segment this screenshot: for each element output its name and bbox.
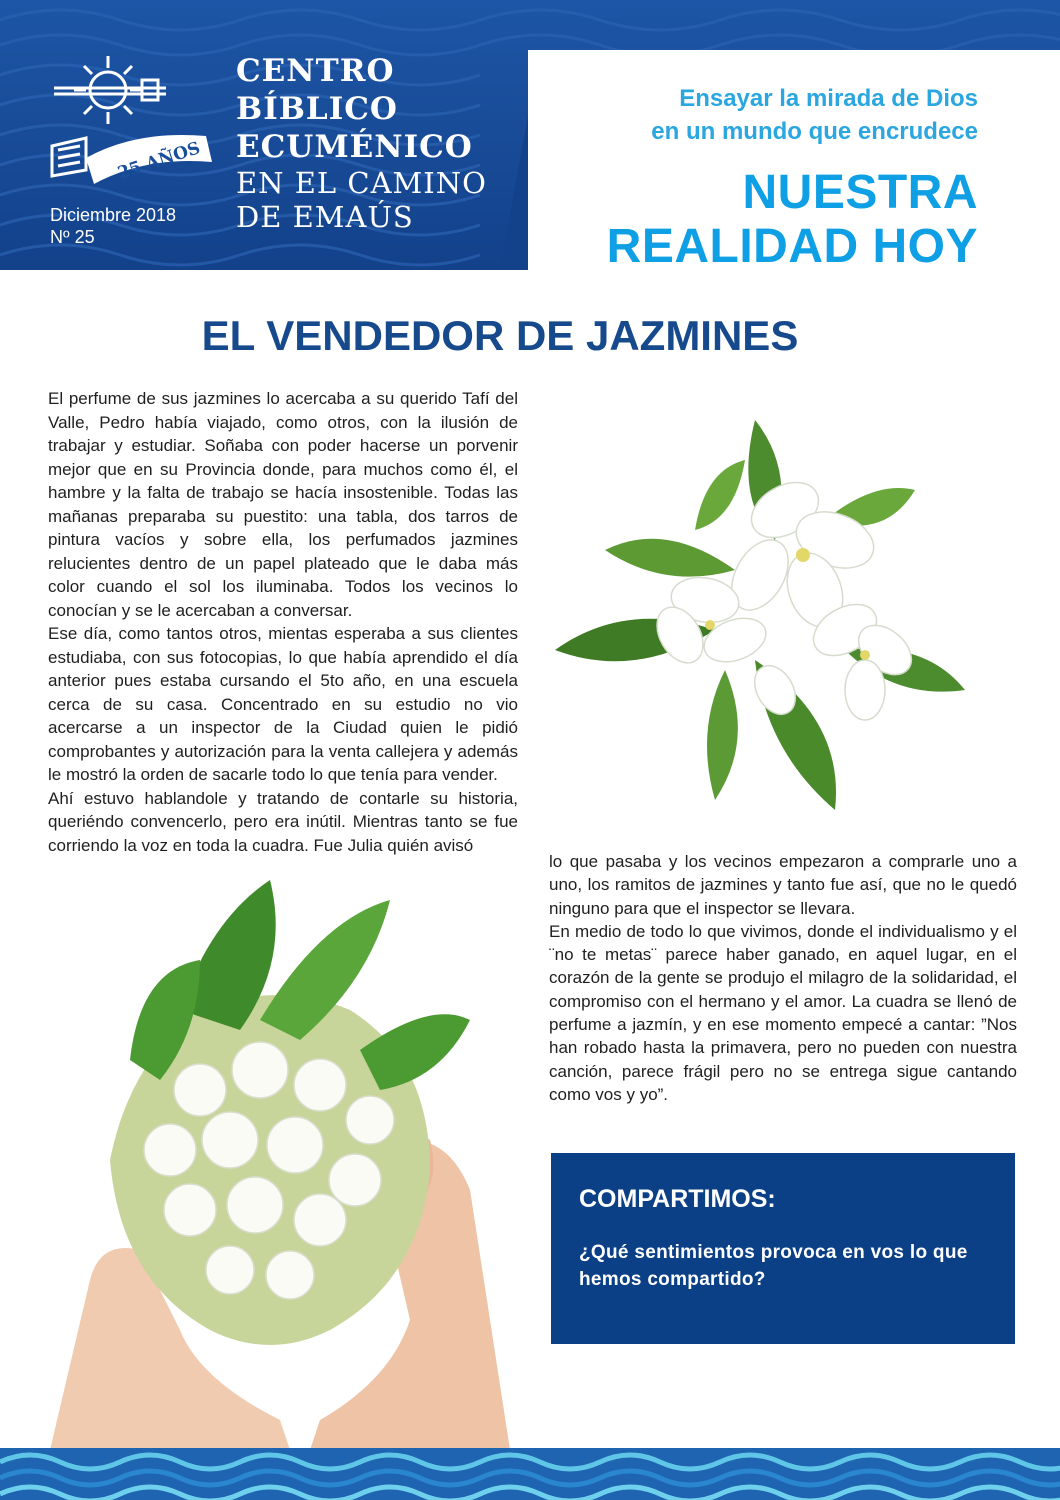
page-subtitle: [651, 82, 978, 148]
section-title-line-1: NUESTRA: [742, 166, 978, 219]
footer-wave-band: [0, 1448, 1060, 1500]
org-name-line-1: CENTRO: [236, 53, 395, 89]
paragraph: Ese día, como tantos otros, mientas esperaba a sus clientes estudiaba, con sus fotocopias, lo que había aprendido el día anterior pues estaba cursando el 5to año, en una escuela cerca de su casa. Concentrado en su estudio no vio acercarse a un inspector de la Ciudad quien le pidió comprobantes y autorización para la venta callejera y además le mostró la orden de sacarle todo lo que tenía para vender.: [48, 624, 518, 784]
subtitle-line-2: en un mundo que encrudece: [651, 118, 978, 145]
callout-question: ¿Qué sentimientos provoca en vos lo que hemos compartido?: [579, 1242, 968, 1290]
footer-wave-pattern: [0, 1448, 1060, 1500]
jasmine-flowers-illustration: [545, 400, 985, 820]
logo: [46, 50, 226, 200]
hands-holding-jasmine-illustration: [30, 860, 530, 1450]
org-name-line-3: ECUMÉNICO: [236, 129, 473, 165]
org-name-line-5: DE EMAÚS: [236, 200, 414, 234]
subtitle-line-1: Ensayar la mirada de Dios: [679, 85, 978, 112]
org-name-line-2: BÍBLICO: [236, 91, 398, 127]
share-callout-box: [551, 1153, 1015, 1344]
article-right-column: [549, 850, 1017, 1106]
section-title: [607, 166, 978, 274]
callout-title: COMPARTIMOS:: [579, 1185, 776, 1213]
article-title: EL VENDEDOR DE JAZMINES: [201, 312, 799, 359]
paragraph: En medio de todo lo que vivimos, donde el individualismo y el ¨no te metas¨ parece haber ganado, en aquel lugar, en el corazón de la gente se produjo el milagro de la solidaridad, el compromiso con el hermano y el amor. La cuadra se llenó de perfume a jazmín, y en ese momento empecé a cantar: ”Nos han robado hasta la primavera, pero no pueden con nuestra canción, parece frágil pero no se entrega sigue cantando como vos y yo”.: [549, 921, 1017, 1104]
paragraph: Ahí estuvo hablandole y tratando de contarle su historia, queriéndo convencerlo, pero era inútil. Mientras tanto se fue corriendo la voz en toda la cuadra. Fue Julia quién avisó: [48, 788, 518, 855]
issue-info: [50, 204, 176, 248]
jasmine-flowers-image: [545, 400, 985, 820]
issue-date: Diciembre 2018: [50, 205, 177, 225]
section-title-line-2: REALIDAD HOY: [606, 220, 978, 273]
issue-number: Nº 25: [50, 227, 95, 247]
article-left-column: [48, 387, 518, 857]
sun-cross-logo-icon: [46, 50, 226, 200]
organization-name: [236, 52, 487, 234]
hands-holding-jasmine-image: [30, 860, 530, 1460]
org-name-line-4: EN EL CAMINO: [236, 166, 487, 200]
paragraph: El perfume de sus jazmines lo acercaba a su querido Tafí del Valle, Pedro había viajado, como otros, con la ilusión de trabajar y estudiar. Soñaba con poder hacerse un porvenir mejor que en su Provincia donde, para muchos como él, el hambre y la falta de trabajo se hacía insostenible. Todas las mañanas preparaba su puestito: una tabla, dos tarros de pintura vacíos y sobre ella, los perfumados jazmines relucientes dentro de un papel plateado que le daba más color cuando el sol los iluminaba. Todos los vecinos lo conocían y se le acercaban a conversar.: [48, 389, 518, 620]
anniversary-ribbon: 25 AÑOS: [115, 138, 203, 184]
paragraph: lo que pasaba y los vecinos empezaron a comprarle uno a uno, los ramitos de jazmines y tanto fue así, que no le quedó ninguno para que el inspector se llevara.: [549, 852, 1017, 918]
